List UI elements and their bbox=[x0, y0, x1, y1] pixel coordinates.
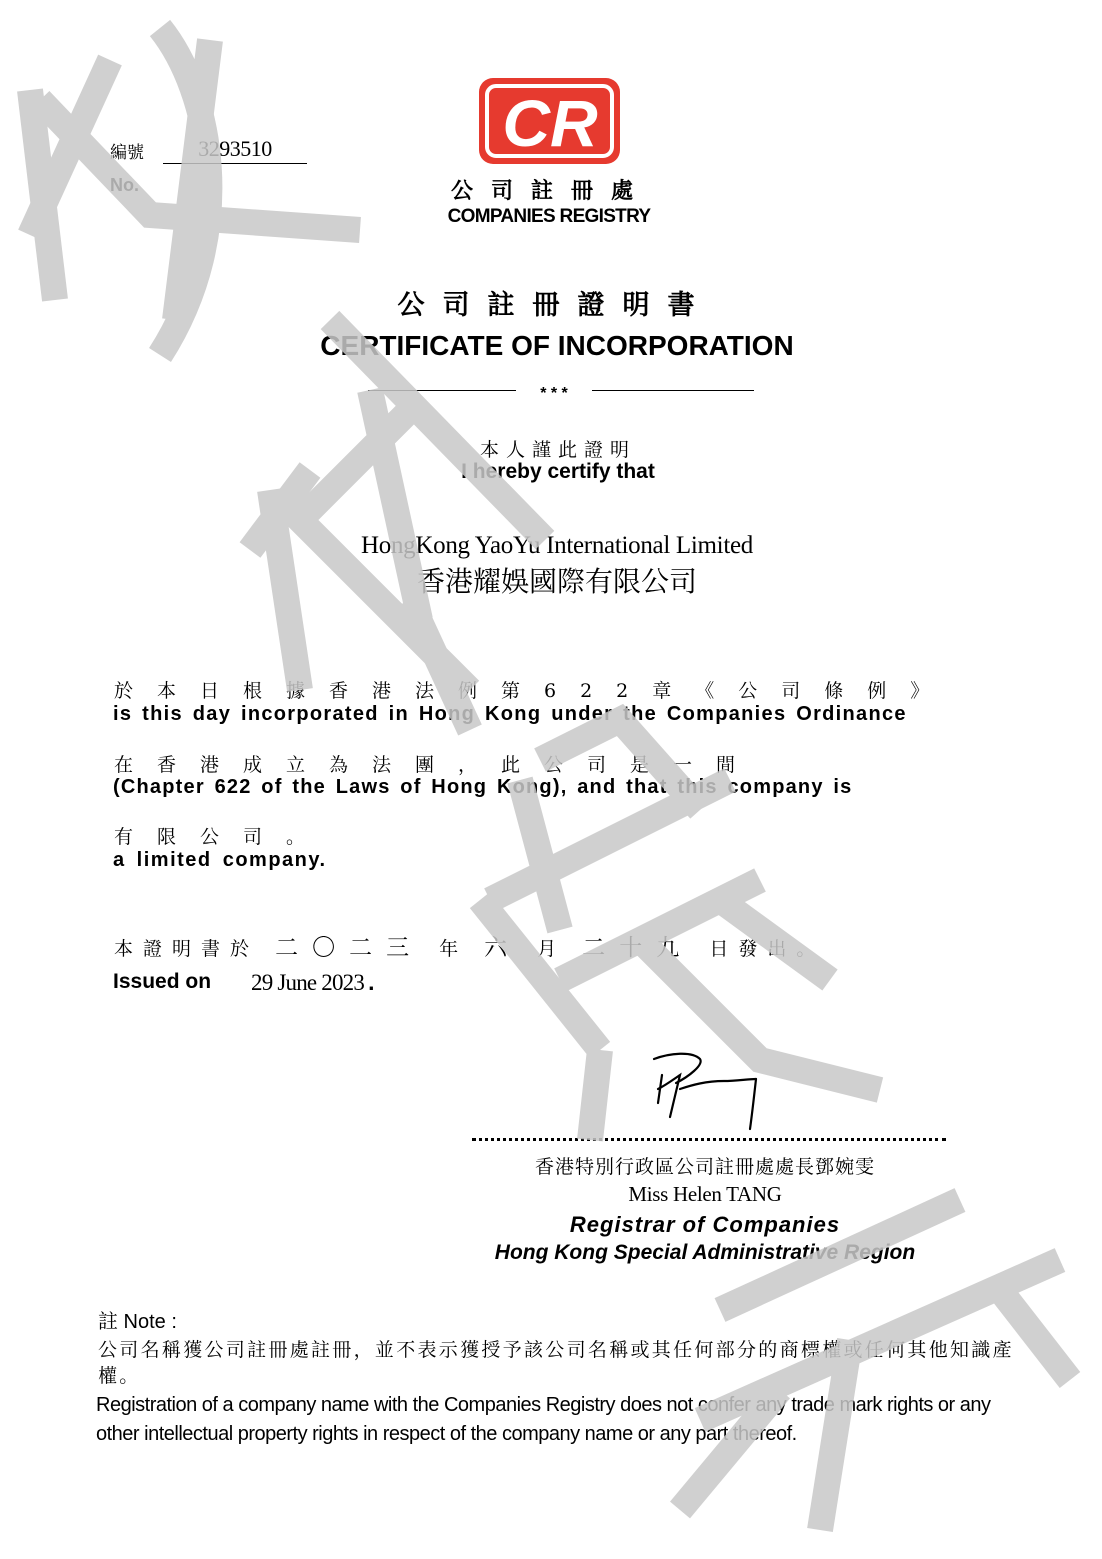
certify-statement-zh: 本人謹此證明 bbox=[479, 439, 636, 461]
issued-month-unit-zh: 月 bbox=[537, 938, 567, 960]
issued-date-value: 29 June 2023 bbox=[251, 970, 365, 995]
registrar-region: Hong Kong Special Administrative Region bbox=[494, 1241, 916, 1264]
company-name-zh: 香港耀娛國際有限公司 bbox=[416, 565, 697, 598]
issued-day-zh: 二十九 bbox=[582, 935, 694, 961]
issued-year-unit-zh: 年 bbox=[439, 938, 469, 960]
certificate-number: 3293510 bbox=[163, 136, 307, 164]
divider-stars: * * * bbox=[540, 385, 568, 402]
divider-left bbox=[368, 390, 516, 391]
note-heading: 註 Note : bbox=[98, 1311, 177, 1333]
issued-label-en: Issued on bbox=[113, 970, 212, 993]
registrar-signature bbox=[640, 1045, 770, 1135]
issued-year-zh: 二〇二三 bbox=[275, 935, 424, 961]
certificate-title-zh: 公司註冊證明書 bbox=[397, 290, 713, 321]
registrar-name-en: Miss Helen TANG bbox=[628, 1182, 782, 1206]
issued-month-zh: 六 bbox=[484, 935, 522, 961]
body-line-1-zh: 於本日根據香港法例第622章《公司條例》 bbox=[114, 680, 954, 702]
body-line-2-en: (Chapter 622 of the Laws of Hong Kong), and that this company is bbox=[113, 776, 853, 798]
body-line-2-zh: 在香港成立為法團，此公司是一間 bbox=[114, 754, 760, 776]
body-line-3-zh: 有限公司。 bbox=[114, 826, 330, 848]
divider-right bbox=[592, 390, 754, 391]
certify-statement-en: I hereby certify that bbox=[461, 460, 655, 483]
note-text-zh: 公司名稱獲公司註冊處註冊，並不表示獲授予該公司名稱或其任何部分的商標權或任何其他知識產權。 bbox=[98, 1339, 1014, 1387]
issued-statement-zh bbox=[114, 929, 825, 962]
issued-date-period: . bbox=[368, 969, 374, 995]
body-line-3-en: a limited company. bbox=[113, 849, 327, 871]
registry-name-en: COMPANIES REGISTRY bbox=[447, 206, 651, 227]
issued-suffix-zh: 日發出。 bbox=[709, 938, 826, 960]
registrar-name-zh: 香港特別行政區公司註冊處處長鄧婉雯 bbox=[534, 1156, 875, 1178]
company-name-en: HongKong YaoYu International Limited bbox=[361, 532, 753, 559]
number-label-en: No. bbox=[110, 175, 139, 195]
note-text-en: Registration of a company name with the Companies Registry does not confer any trade mark rights or any other intellectual property rights in respect of the company name or any part thereof. bbox=[96, 1394, 991, 1445]
signature-line bbox=[472, 1138, 946, 1141]
logo-text: CR bbox=[502, 86, 598, 160]
issued-prefix-zh: 本證明書於 bbox=[114, 938, 260, 960]
issued-date-en bbox=[251, 969, 374, 996]
registry-name-zh: 公司註冊處 bbox=[450, 178, 651, 204]
registrar-title: Registrar of Companies bbox=[569, 1212, 841, 1237]
number-label-zh: 編號 bbox=[110, 143, 144, 163]
companies-registry-logo bbox=[476, 75, 623, 167]
body-line-1-en: is this day incorporated in Hong Kong under the Companies Ordinance bbox=[113, 703, 907, 725]
certificate-title-en: CERTIFICATE OF INCORPORATION bbox=[320, 330, 794, 361]
